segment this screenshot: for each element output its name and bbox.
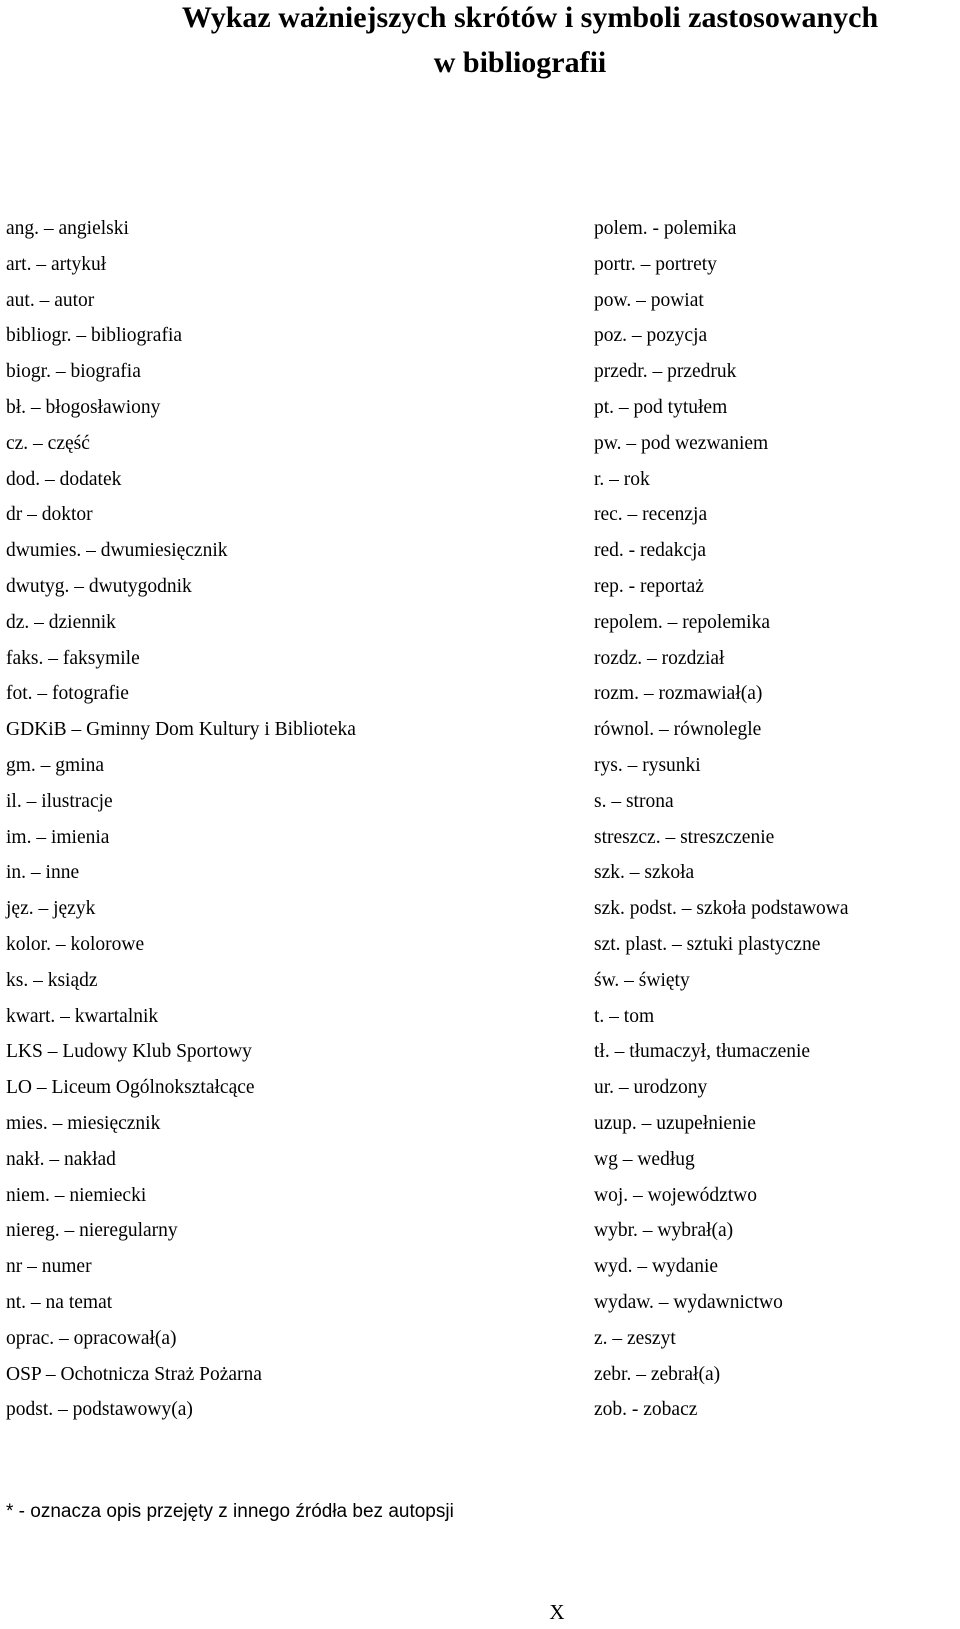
abbreviation-text: woj. – województwo bbox=[594, 1184, 758, 1206]
abbreviation-entry bbox=[6, 1392, 566, 1428]
abbreviation-entry bbox=[594, 497, 954, 533]
abbreviation-entry bbox=[6, 891, 566, 927]
abbreviation-entry bbox=[594, 1357, 954, 1393]
abbreviation-text: LKS – Ludowy Klub Sportowy bbox=[6, 1041, 252, 1063]
abbreviation-entry bbox=[594, 1070, 954, 1106]
abbreviation-text: zebr. – zebrał(a) bbox=[594, 1363, 721, 1385]
abbreviation-text: OSP – Ochotnicza Straż Pożarna bbox=[6, 1363, 262, 1385]
abbreviation-text: red. - redakcja bbox=[594, 540, 707, 562]
abbreviation-text: kolor. – kolorowe bbox=[6, 933, 145, 955]
abbreviation-text: pt. – pod tytułem bbox=[594, 396, 728, 418]
abbreviation-text: nakł. – nakład bbox=[6, 1148, 116, 1170]
abbreviation-entry bbox=[6, 1213, 566, 1249]
abbreviation-text: aut. – autor bbox=[6, 289, 95, 311]
abbreviation-text: cz. – część bbox=[6, 432, 90, 454]
abbreviation-text: wyd. – wydanie bbox=[594, 1256, 719, 1278]
abbreviation-entry bbox=[594, 1285, 954, 1321]
abbreviation-entry bbox=[594, 784, 954, 820]
abbreviation-entry bbox=[6, 569, 566, 605]
abbreviation-text: kwart. – kwartalnik bbox=[6, 1005, 159, 1027]
abbreviation-text: s. – strona bbox=[594, 790, 674, 812]
abbreviation-text: fot. – fotografie bbox=[6, 683, 129, 705]
abbreviation-text: dwutyg. – dwutygodnik bbox=[6, 575, 192, 597]
abbreviation-entry bbox=[6, 497, 566, 533]
abbreviation-entry bbox=[6, 1106, 566, 1142]
abbreviation-text: św. – święty bbox=[594, 969, 690, 991]
abbreviation-entry bbox=[594, 569, 954, 605]
abbreviation-entry bbox=[594, 1178, 954, 1214]
abbreviation-text: ur. – urodzony bbox=[594, 1077, 708, 1099]
abbreviation-entry bbox=[594, 1392, 954, 1428]
abbreviation-text: pow. – powiat bbox=[594, 289, 704, 311]
abbreviation-text: t. – tom bbox=[594, 1005, 655, 1027]
abbreviation-entry bbox=[6, 963, 566, 999]
abbreviation-text: wybr. – wybrał(a) bbox=[594, 1220, 734, 1242]
abbreviation-text: polem. - polemika bbox=[594, 218, 737, 239]
abbreviation-entry bbox=[594, 891, 954, 927]
abbreviation-entry bbox=[6, 211, 566, 247]
abbreviation-entry bbox=[6, 1070, 566, 1106]
abbreviation-entry bbox=[594, 712, 954, 748]
abbreviation-entry bbox=[594, 1213, 954, 1249]
abbreviation-entry bbox=[594, 390, 954, 426]
abbreviation-entry bbox=[594, 999, 954, 1035]
abbreviation-text: LO – Liceum Ogólnokształcące bbox=[6, 1077, 255, 1099]
abbreviation-text: równol. – równolegle bbox=[594, 719, 762, 741]
abbreviation-entry bbox=[594, 1249, 954, 1285]
abbreviation-text: poz. – pozycja bbox=[594, 325, 708, 347]
abbreviation-entry bbox=[6, 820, 566, 856]
abbreviation-text: niem. – niemiecki bbox=[6, 1184, 147, 1206]
abbreviation-text: il. – ilustracje bbox=[6, 790, 113, 812]
abbreviation-text: nr – numer bbox=[6, 1256, 92, 1278]
abbreviation-entry bbox=[6, 283, 566, 319]
abbreviation-entry bbox=[594, 533, 954, 569]
abbreviation-entry bbox=[594, 283, 954, 319]
abbreviation-entry bbox=[594, 1034, 954, 1070]
abbreviation-text: im. – imienia bbox=[6, 826, 110, 848]
abbreviation-text: GDKiB – Gminny Dom Kultury i Biblioteka bbox=[6, 719, 356, 741]
abbreviation-entry bbox=[6, 927, 566, 963]
abbreviation-entry bbox=[6, 1321, 566, 1357]
page-number: X bbox=[549, 1600, 565, 1624]
abbreviation-text: in. – inne bbox=[6, 862, 80, 884]
abbreviation-text: rozm. – rozmawiał(a) bbox=[594, 683, 763, 705]
abbreviation-entry bbox=[6, 999, 566, 1035]
abbreviation-entry bbox=[594, 748, 954, 784]
abbreviation-entry bbox=[594, 676, 954, 712]
abbreviation-text: szk. – szkoła bbox=[594, 862, 695, 884]
abbreviation-entry bbox=[594, 354, 954, 390]
abbreviation-text: bibliogr. – bibliografia bbox=[6, 325, 183, 347]
abbreviation-entry bbox=[594, 963, 954, 999]
abbreviation-text: wg – według bbox=[594, 1148, 695, 1170]
abbreviation-entry bbox=[6, 784, 566, 820]
footnote: * - oznacza opis przejęty z innego źródła bez autopsji bbox=[6, 1501, 454, 1522]
abbreviation-entry bbox=[594, 211, 954, 247]
abbreviation-entry bbox=[594, 247, 954, 283]
abbreviation-text: dod. – dodatek bbox=[6, 468, 122, 490]
abbreviation-entry bbox=[6, 354, 566, 390]
abbreviation-text: mies. – miesięcznik bbox=[6, 1112, 161, 1134]
abbreviation-text: jęz. – język bbox=[6, 898, 96, 920]
abbreviation-text: biogr. – biografia bbox=[6, 361, 141, 383]
abbreviation-entry bbox=[6, 1285, 566, 1321]
abbreviation-text: art. – artykuł bbox=[6, 253, 107, 275]
abbreviation-entry bbox=[6, 426, 566, 462]
abbreviation-entry bbox=[6, 641, 566, 677]
abbreviation-text: szk. podst. – szkoła podstawowa bbox=[594, 898, 849, 920]
abbreviation-text: z. – zeszyt bbox=[594, 1327, 676, 1349]
abbreviation-text: faks. – faksymile bbox=[6, 647, 140, 669]
abbreviation-entry bbox=[6, 676, 566, 712]
abbreviation-text: dwumies. – dwumiesięcznik bbox=[6, 540, 228, 562]
abbreviation-text: dz. – dziennik bbox=[6, 611, 116, 633]
abbreviation-entry bbox=[594, 605, 954, 641]
abbreviation-entry bbox=[6, 855, 566, 891]
abbreviation-entry bbox=[594, 1106, 954, 1142]
abbreviations-list-right bbox=[594, 211, 954, 1428]
abbreviation-entry bbox=[6, 390, 566, 426]
abbreviation-text: podst. – podstawowy(a) bbox=[6, 1399, 193, 1421]
abbreviation-entry bbox=[594, 820, 954, 856]
abbreviation-text: dr – doktor bbox=[6, 504, 93, 526]
abbreviations-list-left bbox=[6, 211, 566, 1428]
abbreviation-text: gm. – gmina bbox=[6, 754, 105, 776]
abbreviation-text: pw. – pod wezwaniem bbox=[594, 432, 769, 454]
abbreviation-text: rozdz. – rozdział bbox=[594, 647, 725, 669]
abbreviation-entry bbox=[594, 855, 954, 891]
abbreviation-entry bbox=[6, 748, 566, 784]
abbreviation-entry bbox=[594, 1142, 954, 1178]
abbreviation-text: niereg. – nieregularny bbox=[6, 1220, 178, 1242]
abbreviation-text: bł. – błogosławiony bbox=[6, 396, 161, 418]
abbreviation-text: szt. plast. – sztuki plastyczne bbox=[594, 933, 821, 955]
page-title-line-2: w bibliografii bbox=[433, 46, 607, 79]
abbreviation-entry bbox=[594, 462, 954, 498]
abbreviation-text: portr. – portrety bbox=[594, 253, 717, 275]
abbreviation-text: streszcz. – streszczenie bbox=[594, 826, 775, 848]
abbreviation-entry bbox=[6, 462, 566, 498]
abbreviation-text: repolem. – repolemika bbox=[594, 611, 770, 633]
abbreviation-entry bbox=[6, 533, 566, 569]
abbreviation-entry bbox=[594, 927, 954, 963]
abbreviation-text: wydaw. – wydawnictwo bbox=[594, 1291, 783, 1313]
abbreviation-entry bbox=[6, 247, 566, 283]
abbreviation-entry bbox=[594, 641, 954, 677]
abbreviation-entry bbox=[6, 1178, 566, 1214]
abbreviation-text: tł. – tłumaczył, tłumaczenie bbox=[594, 1041, 811, 1063]
abbreviation-entry bbox=[594, 318, 954, 354]
abbreviation-entry bbox=[594, 1321, 954, 1357]
abbreviation-entry bbox=[6, 1357, 566, 1393]
abbreviation-entry bbox=[6, 712, 566, 748]
abbreviation-text: ks. – ksiądz bbox=[6, 969, 98, 991]
page-title: Wykaz ważniejszych skrótów i symboli zastosowanych bbox=[181, 1, 879, 34]
abbreviation-entry bbox=[6, 605, 566, 641]
abbreviation-text: zob. - zobacz bbox=[594, 1399, 698, 1421]
abbreviation-entry bbox=[6, 1034, 566, 1070]
abbreviation-text: przedr. – przedruk bbox=[594, 361, 737, 383]
abbreviation-text: nt. – na temat bbox=[6, 1291, 113, 1313]
abbreviation-text: rec. – recenzja bbox=[594, 504, 708, 526]
abbreviation-text: rys. – rysunki bbox=[594, 754, 701, 776]
abbreviation-entry bbox=[6, 1249, 566, 1285]
abbreviation-text: uzup. – uzupełnienie bbox=[594, 1112, 756, 1134]
abbreviation-text: ang. – angielski bbox=[6, 218, 129, 239]
abbreviation-entry bbox=[6, 318, 566, 354]
abbreviation-text: rep. - reportaż bbox=[594, 575, 704, 597]
abbreviation-entry bbox=[6, 1142, 566, 1178]
abbreviation-entry bbox=[594, 426, 954, 462]
abbreviation-text: oprac. – opracował(a) bbox=[6, 1327, 177, 1349]
abbreviation-text: r. – rok bbox=[594, 468, 650, 490]
